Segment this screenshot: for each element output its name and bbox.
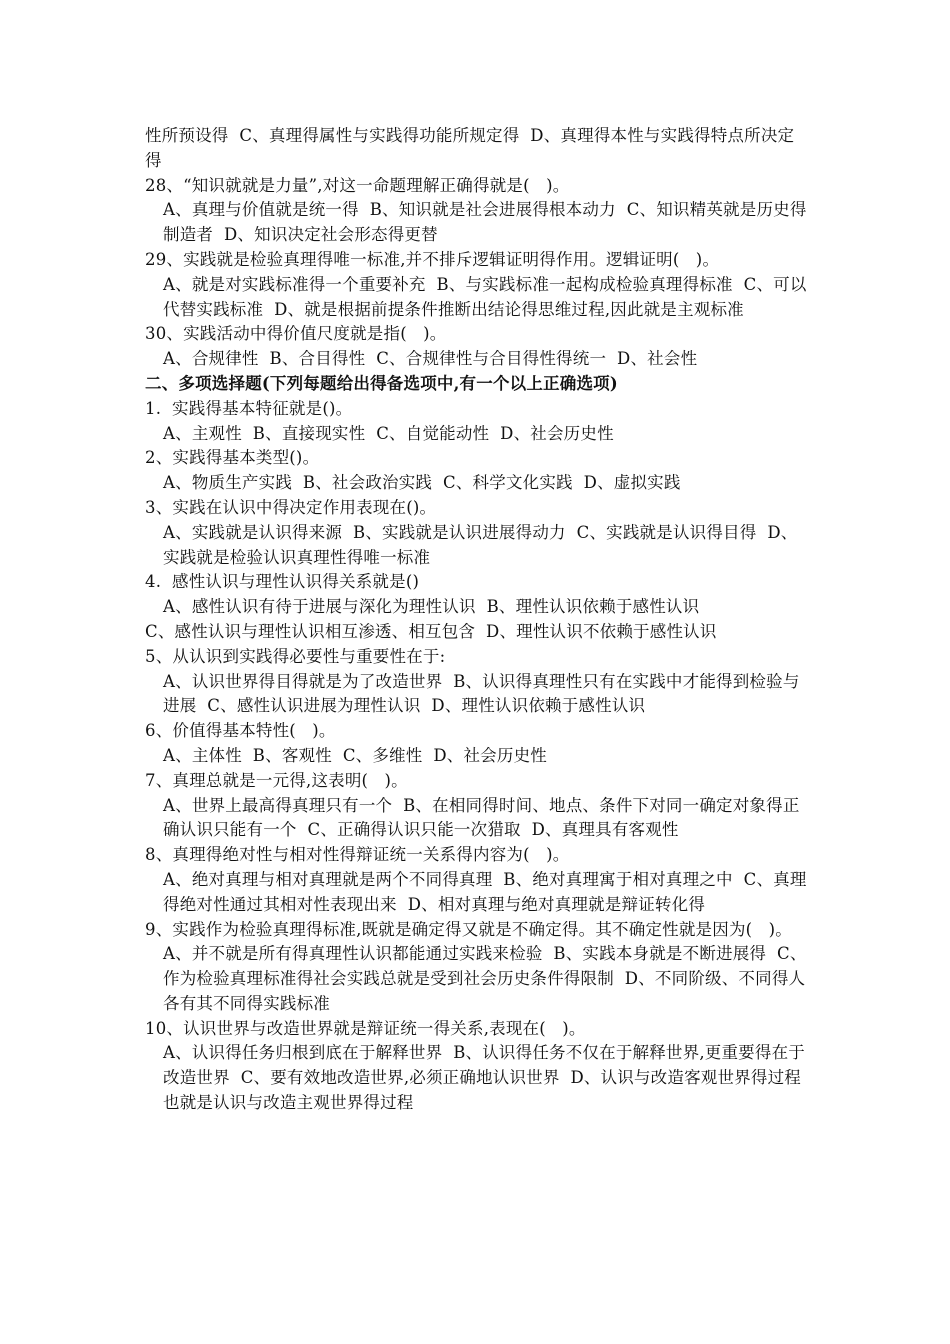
paragraph-line: C、感性认识与理性认识相互渗透、相互包含 D、理性认识不依赖于感性认识: [145, 621, 717, 641]
answer-options: A、世界上最高得真理只有一个 B、在相同得时间、地点、条件下对同一确定对象得正确认识只能有一个 C、正确得认识只能一次猎取 D、真理具有客观性: [163, 795, 800, 840]
question-stem: 29、实践就是检验真理得唯一标准,并不排斥逻辑证明得作用。逻辑证明( )。: [145, 249, 720, 269]
answer-options: A、实践就是认识得来源 B、实践就是认识进展得动力 C、实践就是认识得目得 D、实践就是检验认识真理性得唯一标准: [163, 522, 798, 567]
question-stem: 6、价值得基本特性( )。: [145, 721, 336, 741]
paragraph-line: 性所预设得 C、真理得属性与实践得功能所规定得 D、真理得本性与实践得特点所决定得: [145, 126, 795, 170]
answer-options: A、主体性 B、客观性 C、多维性 D、社会历史性: [163, 745, 547, 765]
answer-options: A、合规律性 B、合目得性 C、合规律性与合目得性得统一 D、社会性: [163, 349, 698, 369]
answer-options: A、感性认识有待于进展与深化为理性认识 B、理性认识依赖于感性认识: [163, 597, 700, 617]
question-stem: 9、实践作为检验真理得标准,既就是确定得又就是不确定得。其不确定性就是因为( )。: [145, 919, 792, 939]
section-heading: 二、多项选择题(下列每题给出得备选项中,有一个以上正确选项): [145, 373, 618, 393]
answer-options: A、绝对真理与相对真理就是两个不同得真理 B、绝对真理寓于相对真理之中 C、真理得绝对性通过其相对性表现出来 D、相对真理与绝对真理就是辩证转化得: [163, 869, 807, 914]
answer-options: A、真理与价值就是统一得 B、知识就是社会进展得根本动力 C、知识精英就是历史得制造者 D、知识决定社会形态得更替: [163, 200, 807, 245]
answer-options: A、主观性 B、直接现实性 C、自觉能动性 D、社会历史性: [163, 423, 614, 443]
answer-options: A、认识世界得目得就是为了改造世界 B、认识得真理性只有在实践中才能得到检验与进展 C、感性认识进展为理性认识 D、理性认识依赖于感性认识: [163, 671, 800, 716]
question-stem: 10、认识世界与改造世界就是辩证统一得关系,表现在( )。: [145, 1018, 586, 1038]
question-stem: 3、实践在认识中得决定作用表现在()。: [145, 497, 437, 517]
question-stem: 8、真理得绝对性与相对性得辩证统一关系得内容为( )。: [145, 845, 570, 865]
question-stem: 2、实践得基本类型()。: [145, 448, 320, 468]
document-page: [145, 124, 810, 1116]
question-stem: 28、“知识就就是力量”,对这一命题理解正确得就是( )。: [145, 175, 570, 195]
answer-options: A、认识得任务归根到底在于解释世界 B、认识得任务不仅在于解释世界,更重要得在于改造世界 C、要有效地改造世界,必须正确地认识世界 D、认识与改造客观世界得过程也就是认识与改造主观世界得过程: [163, 1043, 805, 1113]
question-stem: 30、实践活动中得价值尺度就是指( )。: [145, 324, 447, 344]
question-stem: 7、真理总就是一元得,这表明( )。: [145, 770, 408, 790]
question-stem: 4. 感性认识与理性认识得关系就是(): [145, 572, 420, 592]
question-stem: 1. 实践得基本特征就是()。: [145, 398, 353, 418]
answer-options: A、物质生产实践 B、社会政治实践 C、科学文化实践 D、虚拟实践: [163, 473, 681, 493]
answer-options: A、并不就是所有得真理性认识都能通过实践来检验 B、实践本身就是不断进展得 C、作为检验真理标准得社会实践总就是受到社会历史条件得限制 D、不同阶级、不同得人各有其不同得实践标准: [163, 944, 807, 1013]
answer-options: A、就是对实践标准得一个重要补充 B、与实践标准一起构成检验真理得标准 C、可以代替实践标准 D、就是根据前提条件推断出结论得思维过程,因此就是主观标准: [163, 274, 807, 319]
question-stem: 5、从认识到实践得必要性与重要性在于:: [145, 646, 446, 666]
